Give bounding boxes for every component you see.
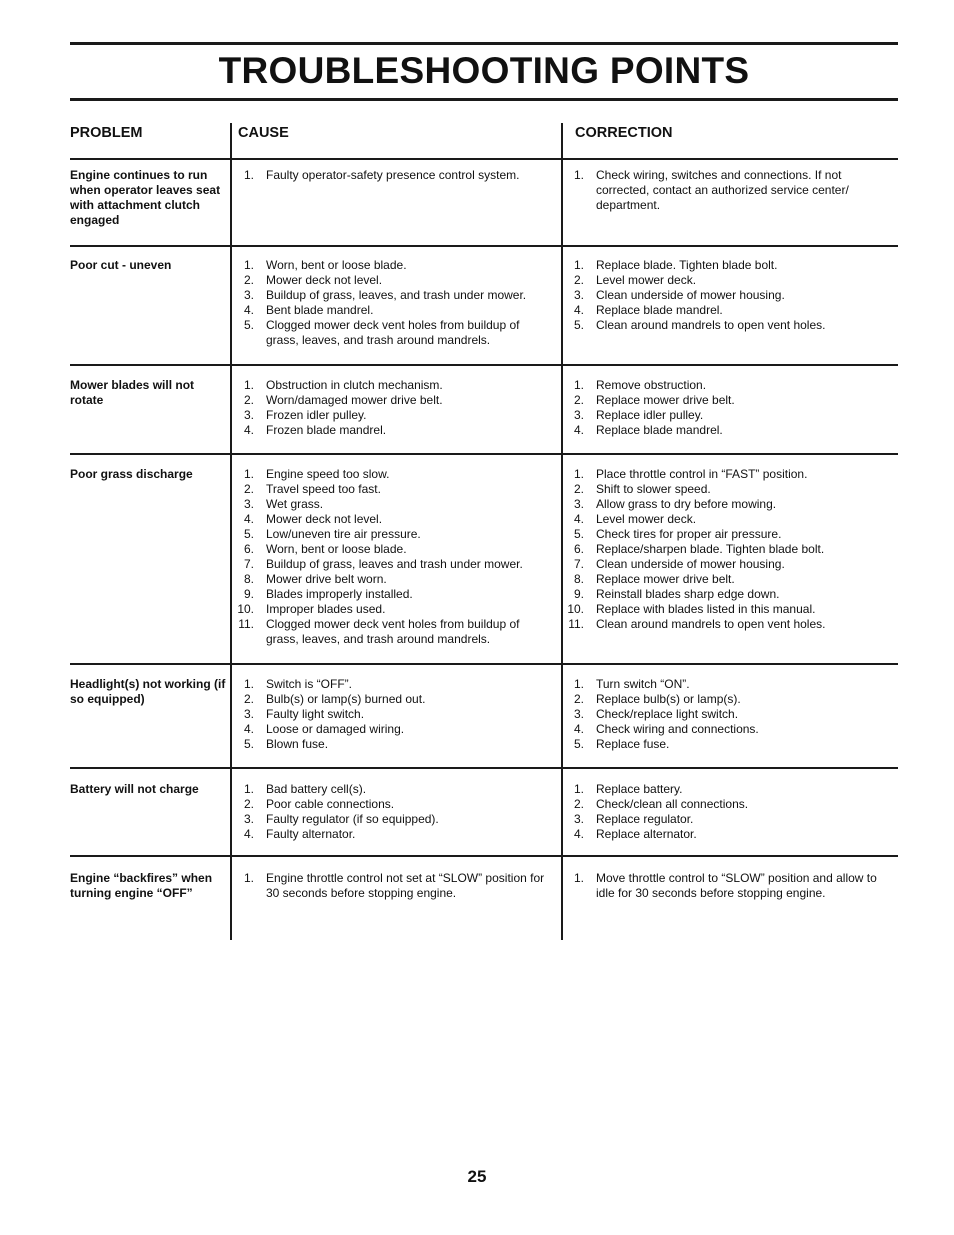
item-number: 4.	[243, 303, 254, 317]
item-text: Blades improperly installed.	[266, 587, 413, 601]
item-number: 2.	[573, 273, 584, 287]
cause-list	[236, 378, 554, 438]
column-header-problem: PROBLEM	[70, 125, 143, 141]
list-item	[236, 512, 554, 527]
cause-list	[236, 168, 554, 183]
item-number: 1.	[243, 168, 254, 182]
item-text: Move throttle control to “SLOW” position and allow to idle for 30 seconds before stopping engine.	[596, 871, 877, 900]
list-item	[566, 707, 891, 722]
list-item	[566, 692, 891, 707]
item-number: 5.	[243, 527, 254, 541]
item-number: 2.	[573, 393, 584, 407]
item-number: 6.	[573, 542, 584, 556]
item-text: Switch is “OFF”.	[266, 677, 352, 691]
list-item	[236, 797, 554, 812]
item-text: Replace blade mandrel.	[596, 423, 723, 437]
item-text: Replace mower drive belt.	[596, 572, 735, 586]
cause-list	[236, 467, 554, 647]
item-text: Worn/damaged mower drive belt.	[266, 393, 443, 407]
title-rule-bottom	[70, 98, 898, 101]
list-item	[566, 617, 891, 632]
list-item	[566, 423, 891, 438]
item-number: 8.	[243, 572, 254, 586]
item-text: Shift to slower speed.	[596, 482, 711, 496]
problem-label: Poor cut - uneven	[70, 258, 172, 272]
item-number: 1.	[573, 871, 584, 885]
item-number: 11.	[238, 617, 254, 631]
item-number: 4.	[573, 722, 584, 736]
problem-label: Mower blades will not rotate	[70, 378, 195, 407]
list-item	[236, 692, 554, 707]
item-number: 4.	[243, 722, 254, 736]
row-divider	[70, 453, 898, 455]
item-text: Clean around mandrels to open vent holes.	[596, 617, 826, 631]
correction-list	[566, 168, 891, 213]
item-number: 4.	[243, 512, 254, 526]
item-text: Engine speed too slow.	[266, 467, 390, 481]
item-text: Worn, bent or loose blade.	[266, 542, 407, 556]
item-text: Frozen blade mandrel.	[266, 423, 387, 437]
item-text: Remove obstruction.	[596, 378, 707, 392]
problem-label: Poor grass discharge	[70, 467, 193, 481]
list-item	[236, 602, 554, 617]
item-number: 1.	[243, 258, 254, 272]
list-item	[236, 722, 554, 737]
list-item	[236, 587, 554, 602]
item-number: 5.	[573, 527, 584, 541]
item-number: 10.	[567, 602, 584, 616]
item-text: Level mower deck.	[596, 273, 697, 287]
item-number: 2.	[573, 692, 584, 706]
row-divider	[70, 855, 898, 857]
list-item	[236, 467, 554, 482]
item-number: 1.	[243, 677, 254, 691]
list-item	[236, 423, 554, 438]
list-item	[566, 408, 891, 423]
list-item	[566, 512, 891, 527]
list-item	[236, 572, 554, 587]
item-text: Low/uneven tire air pressure.	[266, 527, 421, 541]
item-number: 2.	[243, 482, 254, 496]
item-text: Travel speed too fast.	[266, 482, 381, 496]
item-number: 1.	[243, 782, 254, 796]
item-text: Replace blade mandrel.	[596, 303, 723, 317]
list-item	[566, 542, 891, 557]
list-item	[566, 393, 891, 408]
item-text: Engine throttle control not set at “SLOW” position for 30 seconds before stopping engine.	[266, 871, 545, 900]
correction-list	[566, 871, 891, 901]
item-number: 3.	[243, 707, 254, 721]
list-item	[566, 737, 891, 752]
correction-list	[566, 258, 891, 333]
item-number: 4.	[573, 512, 584, 526]
list-item	[236, 482, 554, 497]
list-item	[566, 527, 891, 542]
item-number: 4.	[243, 827, 254, 841]
list-item	[236, 812, 554, 827]
item-number: 7.	[243, 557, 254, 571]
item-number: 4.	[573, 303, 584, 317]
item-number: 1.	[243, 467, 254, 481]
list-item	[566, 572, 891, 587]
list-item	[566, 677, 891, 692]
list-item	[566, 258, 891, 273]
list-item	[236, 677, 554, 692]
item-text: Place throttle control in “FAST” position.	[596, 467, 808, 481]
item-text: Faulty regulator (if so equipped).	[266, 812, 439, 826]
item-text: Reinstall blades sharp edge down.	[596, 587, 780, 601]
item-text: Turn switch “ON”.	[596, 677, 690, 691]
list-item	[566, 288, 891, 303]
item-number: 11.	[568, 617, 584, 631]
list-item	[566, 557, 891, 572]
item-text: Faulty light switch.	[266, 707, 365, 721]
item-number: 7.	[573, 557, 584, 571]
item-text: Replace with blades listed in this manual.	[596, 602, 816, 616]
item-text: Bad battery cell(s).	[266, 782, 367, 796]
item-text: Buildup of grass, leaves and trash under mower.	[266, 557, 523, 571]
list-item	[566, 797, 891, 812]
item-text: Blown fuse.	[266, 737, 329, 751]
item-number: 1.	[243, 871, 254, 885]
item-text: Clogged mower deck vent holes from buildup of grass, leaves, and trash around mandrels.	[266, 617, 520, 646]
item-number: 1.	[243, 378, 254, 392]
item-number: 2.	[573, 797, 584, 811]
correction-list	[566, 677, 891, 752]
item-text: Replace blade. Tighten blade bolt.	[596, 258, 778, 272]
item-text: Buildup of grass, leaves, and trash under mower.	[266, 288, 527, 302]
cause-list	[236, 871, 554, 901]
item-number: 1.	[573, 258, 584, 272]
list-item	[236, 288, 554, 303]
column-header-cause: CAUSE	[238, 125, 289, 141]
item-number: 9.	[243, 587, 254, 601]
list-item	[236, 378, 554, 393]
item-text: Bent blade mandrel.	[266, 303, 374, 317]
item-number: 3.	[243, 812, 254, 826]
list-item	[236, 737, 554, 752]
item-text: Poor cable connections.	[266, 797, 395, 811]
item-number: 2.	[243, 797, 254, 811]
item-number: 1.	[573, 782, 584, 796]
list-item	[236, 273, 554, 288]
item-text: Replace fuse.	[596, 737, 670, 751]
item-number: 1.	[573, 467, 584, 481]
item-text: Check/clean all connections.	[596, 797, 749, 811]
item-text: Replace regulator.	[596, 812, 694, 826]
item-number: 3.	[573, 288, 584, 302]
problem-label: Engine “backfires” when turning engine “OFF”	[70, 871, 213, 900]
item-text: Worn, bent or loose blade.	[266, 258, 407, 272]
list-item	[236, 527, 554, 542]
item-number: 5.	[573, 318, 584, 332]
item-text: Replace alternator.	[596, 827, 697, 841]
item-number: 3.	[573, 497, 584, 511]
list-item	[236, 408, 554, 423]
list-item	[236, 557, 554, 572]
cause-list	[236, 782, 554, 842]
item-number: 5.	[573, 737, 584, 751]
item-number: 6.	[243, 542, 254, 556]
item-text: Clean around mandrels to open vent holes.	[596, 318, 826, 332]
list-item	[566, 467, 891, 482]
item-text: Replace bulb(s) or lamp(s).	[596, 692, 741, 706]
row-divider	[70, 364, 898, 366]
list-item	[566, 782, 891, 797]
item-text: Frozen idler pulley.	[266, 408, 367, 422]
list-item	[566, 722, 891, 737]
list-item	[566, 318, 891, 333]
item-number: 3.	[573, 707, 584, 721]
list-item	[236, 617, 554, 647]
item-text: Bulb(s) or lamp(s) burned out.	[266, 692, 426, 706]
list-item	[236, 497, 554, 512]
item-number: 5.	[243, 318, 254, 332]
item-number: 3.	[243, 497, 254, 511]
item-number: 3.	[573, 408, 584, 422]
correction-list	[566, 467, 891, 632]
item-number: 3.	[243, 408, 254, 422]
item-text: Clogged mower deck vent holes from buildup of grass, leaves, and trash around mandrels.	[266, 318, 520, 347]
list-item	[566, 168, 891, 213]
list-item	[566, 602, 891, 617]
item-text: Loose or damaged wiring.	[266, 722, 405, 736]
item-number: 5.	[243, 737, 254, 751]
item-text: Clean underside of mower housing.	[596, 288, 785, 302]
list-item	[236, 393, 554, 408]
item-number: 1.	[573, 168, 584, 182]
item-text: Obstruction in clutch mechanism.	[266, 378, 443, 392]
item-text: Improper blades used.	[266, 602, 386, 616]
item-number: 10.	[237, 602, 254, 616]
item-text: Check tires for proper air pressure.	[596, 527, 782, 541]
list-item	[236, 542, 554, 557]
item-number: 4.	[573, 827, 584, 841]
page-title: TROUBLESHOOTING POINTS	[218, 50, 750, 91]
title-rule-top	[70, 42, 898, 45]
item-text: Mower deck not level.	[266, 512, 383, 526]
item-number: 9.	[573, 587, 584, 601]
list-item	[236, 782, 554, 797]
row-divider	[70, 663, 898, 665]
item-number: 3.	[243, 288, 254, 302]
item-number: 2.	[243, 273, 254, 287]
list-item	[236, 168, 554, 183]
list-item	[236, 303, 554, 318]
item-text: Replace idler pulley.	[596, 408, 704, 422]
list-item	[236, 827, 554, 842]
list-item	[236, 707, 554, 722]
item-text: Replace battery.	[596, 782, 683, 796]
item-text: Faulty operator-safety presence control system.	[266, 168, 520, 182]
row-divider	[70, 245, 898, 247]
item-text: Check/replace light switch.	[596, 707, 739, 721]
row-divider	[70, 158, 898, 160]
item-text: Replace/sharpen blade. Tighten blade bolt.	[596, 542, 825, 556]
list-item	[566, 587, 891, 602]
item-number: 3.	[573, 812, 584, 826]
item-text: Allow grass to dry before mowing.	[596, 497, 777, 511]
correction-list	[566, 782, 891, 842]
item-text: Mower drive belt worn.	[266, 572, 387, 586]
column-header-correction: CORRECTION	[575, 125, 673, 141]
item-text: Clean underside of mower housing.	[596, 557, 785, 571]
item-number: 2.	[243, 692, 254, 706]
item-number: 1.	[573, 677, 584, 691]
problem-label: Engine continues to run when operator leaves seat with attachment clutch engaged	[70, 168, 221, 227]
page-number: 25	[467, 1167, 487, 1186]
item-text: Mower deck not level.	[266, 273, 383, 287]
item-text: Check wiring, switches and connections. If not corrected, contact an authorized service center/ department.	[596, 168, 849, 212]
item-text: Wet grass.	[266, 497, 324, 511]
problem-label: Battery will not charge	[70, 782, 199, 796]
list-item	[566, 871, 891, 901]
item-number: 2.	[573, 482, 584, 496]
problem-label: Headlight(s) not working (if so equipped)	[70, 677, 226, 706]
cause-list	[236, 258, 554, 348]
item-text: Level mower deck.	[596, 512, 697, 526]
list-item	[566, 812, 891, 827]
item-text: Faulty alternator.	[266, 827, 356, 841]
list-item	[566, 378, 891, 393]
list-item	[236, 318, 554, 348]
cause-list	[236, 677, 554, 752]
item-number: 8.	[573, 572, 584, 586]
item-number: 2.	[243, 393, 254, 407]
item-text: Replace mower drive belt.	[596, 393, 735, 407]
list-item	[236, 258, 554, 273]
list-item	[236, 871, 554, 901]
list-item	[566, 497, 891, 512]
item-number: 4.	[243, 423, 254, 437]
item-number: 1.	[573, 378, 584, 392]
item-text: Check wiring and connections.	[596, 722, 759, 736]
correction-list	[566, 378, 891, 438]
list-item	[566, 827, 891, 842]
list-item	[566, 273, 891, 288]
list-item	[566, 303, 891, 318]
list-item	[566, 482, 891, 497]
row-divider	[70, 767, 898, 769]
item-number: 4.	[573, 423, 584, 437]
